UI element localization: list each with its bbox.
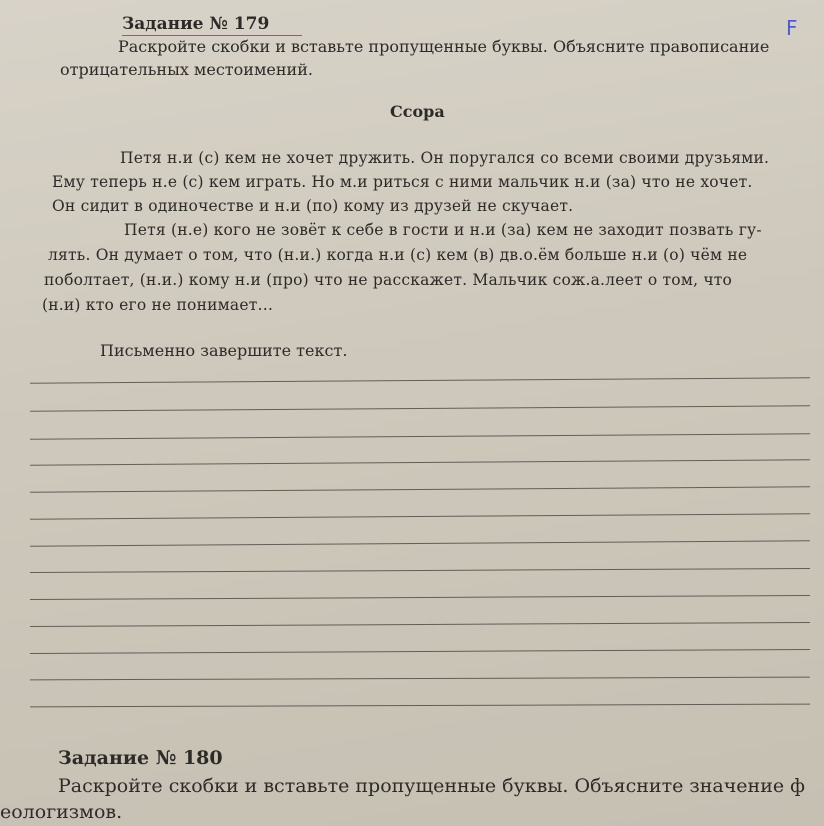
writing-line xyxy=(30,649,810,654)
writing-line xyxy=(30,622,810,627)
task-180-title: Задание № 180 xyxy=(58,747,223,769)
writing-line xyxy=(30,540,810,546)
handwritten-mark: F xyxy=(786,16,798,40)
task-179-instruction-line-2: отрицательных местоимений. xyxy=(60,60,313,79)
writing-line xyxy=(30,377,810,383)
task-179-title-text: Задание № 179 xyxy=(122,14,270,34)
writing-line xyxy=(30,486,810,492)
story-line-7: (н.и) кто его не понимает… xyxy=(42,296,274,314)
completion-prompt: Письменно завершите текст. xyxy=(100,341,348,360)
writing-line xyxy=(30,595,810,600)
story-title: Ссора xyxy=(390,102,445,121)
writing-line xyxy=(30,459,810,465)
story-line-6: поболтает, (н.и.) кому н.и (про) что не расскажет. Мальчик сож.а.леет о том, что xyxy=(44,271,733,289)
story-line-3: Он сидит в одиночестве и н.и (по) кому из друзей не скучает. xyxy=(52,197,574,215)
story-line-2: Ему теперь н.е (с) кем играть. Но м.и риться с ними мальчик н.и (за) что не хочет. xyxy=(52,173,753,191)
writing-line xyxy=(30,433,810,439)
story-line-5: лять. Он думает о том, что (н.и.) когда н.и (с) кем (в) дв.о.ём больше н.и (о) чём не xyxy=(48,246,748,264)
writing-line xyxy=(30,677,810,681)
writing-line xyxy=(30,513,810,519)
task-179-instruction-line-1: Раскройте скобки и вставьте пропущенные буквы. Объясните правописание xyxy=(118,37,770,56)
task-180-instruction-line-2: еологизмов. xyxy=(0,801,123,823)
writing-line xyxy=(30,405,810,411)
story-line-4: Петя (н.е) кого не зовёт к себе в гости и н.и (за) кем не заходит позвать гу- xyxy=(124,221,762,239)
task-179-title xyxy=(122,14,269,34)
writing-line xyxy=(30,568,810,573)
task-180-instruction-line-1: Раскройте скобки и вставьте пропущенные буквы. Объясните значение ф xyxy=(58,775,806,797)
story-line-1: Петя н.и (с) кем не хочет дружить. Он поругался со всеми своими друзьями. xyxy=(120,149,770,167)
writing-line xyxy=(30,704,810,708)
